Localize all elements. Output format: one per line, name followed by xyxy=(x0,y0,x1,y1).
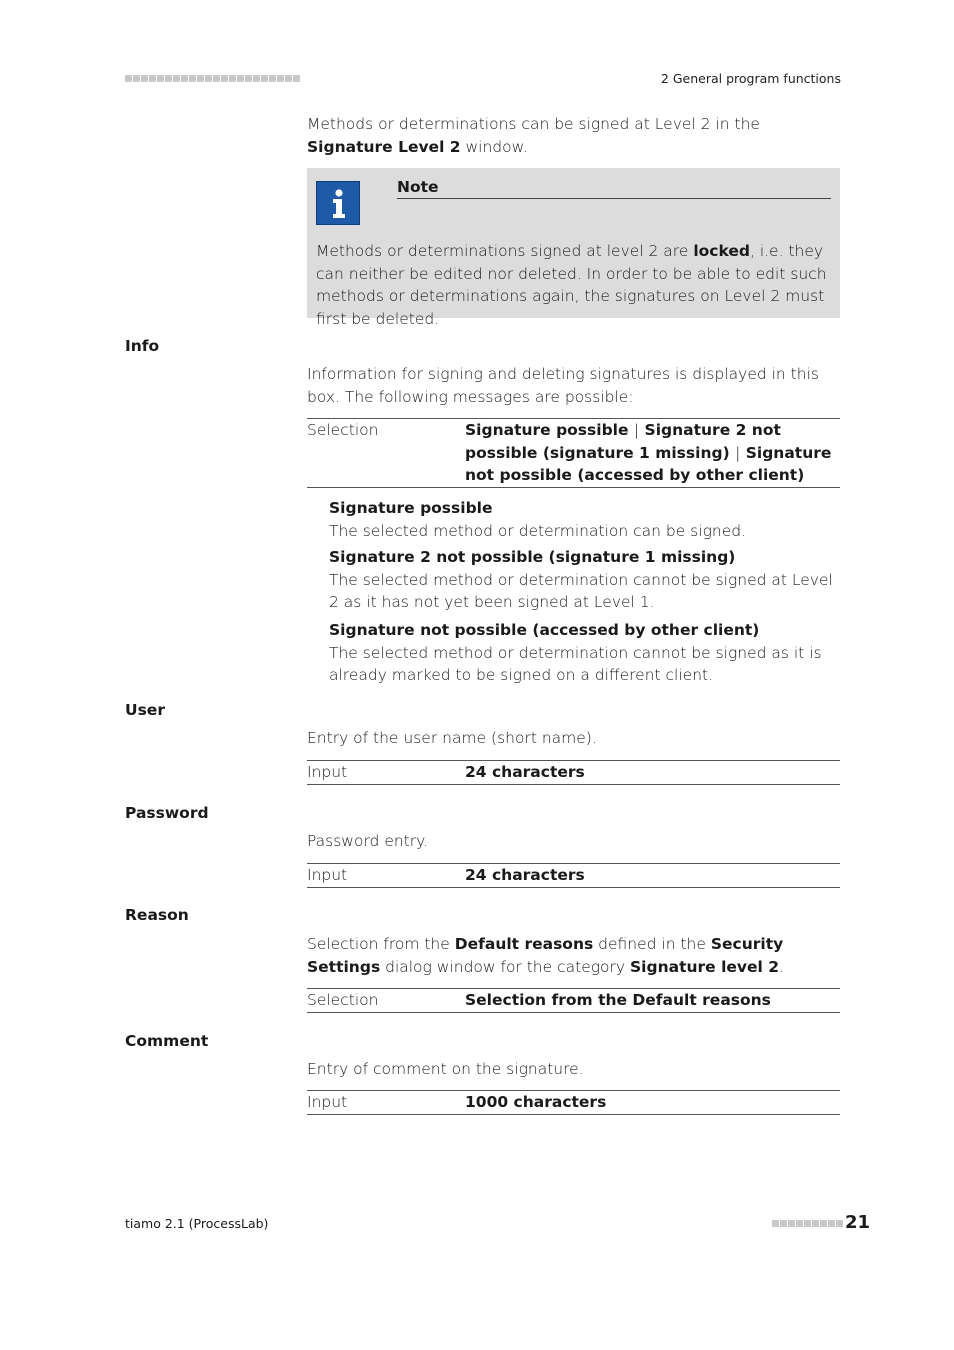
user-input-table xyxy=(307,760,840,785)
note-box xyxy=(307,168,840,328)
section-heading-comment: Comment xyxy=(125,1032,209,1050)
info-item xyxy=(329,546,841,614)
info-item-desc: The selected method or determination cannot be signed as it is already marked to be signed on a different client. xyxy=(329,643,822,684)
table-key: Input xyxy=(307,1093,348,1111)
reason-selection-table xyxy=(307,988,840,1013)
note-title: Note xyxy=(397,178,831,199)
info-item-title: Signature possible xyxy=(329,499,493,517)
chapter-title: 2 General program functions xyxy=(660,71,841,86)
table-value: 1000 characters xyxy=(465,1093,607,1111)
info-item-desc: The selected method or determination cannot be signed at Level 2 as it has not yet been signed at Level 1. xyxy=(329,570,833,611)
user-description: Entry of the user name (short name). xyxy=(307,729,597,747)
intro-paragraph: Methods or determinations can be signed at Level 2 in the Signature Level 2 window. xyxy=(307,115,760,156)
section-heading-user: User xyxy=(125,701,165,719)
info-item xyxy=(329,497,841,542)
footer-decoration xyxy=(772,1220,843,1227)
note-text: Methods or determinations signed at level 2 are locked, i.e. they can neither be edited nor deleted. In order to be able to edit such methods or determinations again, the signatures on Level 2 must first be deleted. xyxy=(316,242,827,328)
table-value: Signature possible | Signature 2 not possible (signature 1 missing) | Signature not possible (accessed by other client) xyxy=(465,421,832,484)
info-selection-table xyxy=(307,418,840,488)
info-item xyxy=(329,619,841,687)
section-heading-info: Info xyxy=(125,337,160,355)
info-item-title: Signature not possible (accessed by other client) xyxy=(329,621,760,639)
table-key: Selection xyxy=(307,421,379,439)
comment-input-table xyxy=(307,1090,840,1115)
table-key: Selection xyxy=(307,991,379,1009)
header-decoration xyxy=(125,75,300,82)
info-item-title: Signature 2 not possible (signature 1 missing) xyxy=(329,548,736,566)
product-name: tiamo 2.1 (ProcessLab) xyxy=(125,1216,269,1231)
info-icon xyxy=(316,181,360,225)
section-heading-reason: Reason xyxy=(125,906,189,924)
info-description: Information for signing and deleting signatures is displayed in this box. The following messages are possible: xyxy=(307,365,819,406)
comment-description: Entry of comment on the signature. xyxy=(307,1060,584,1078)
password-input-table xyxy=(307,863,840,888)
info-item-desc: The selected method or determination can be signed. xyxy=(329,521,746,540)
table-value: Selection from the Default reasons xyxy=(465,991,771,1009)
password-description: Password entry. xyxy=(307,832,429,850)
reason-description: Selection from the Default reasons defined in the Security Settings dialog window for the category Signature level 2. xyxy=(307,935,784,976)
table-value: 24 characters xyxy=(465,763,585,781)
table-key: Input xyxy=(307,866,348,884)
page-number: 21 xyxy=(845,1212,871,1233)
table-value: 24 characters xyxy=(465,866,585,884)
table-key: Input xyxy=(307,763,348,781)
section-heading-password: Password xyxy=(125,804,209,822)
